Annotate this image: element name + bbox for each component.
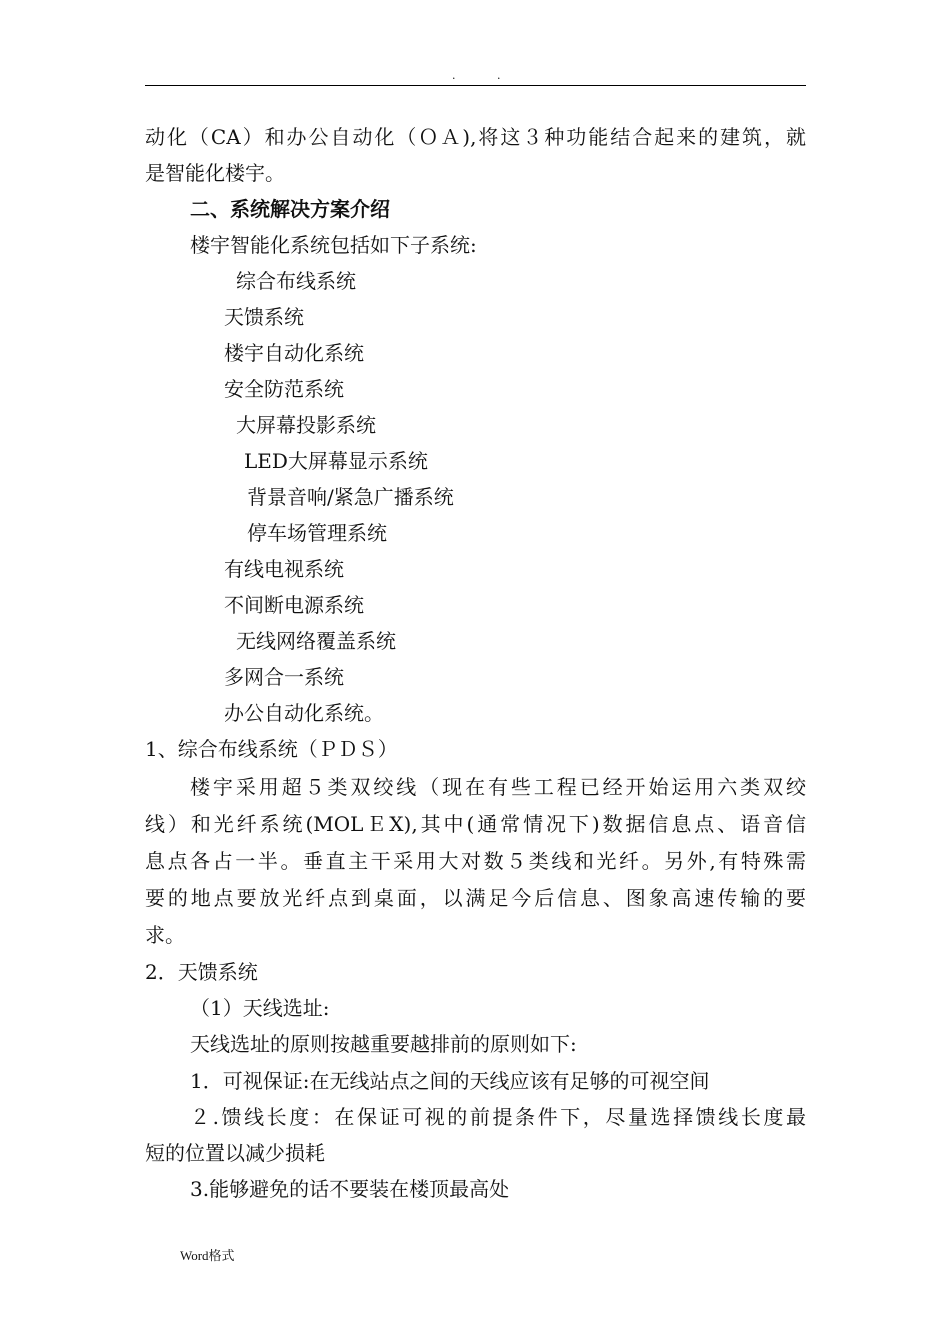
paragraph-line: 要的地点要放光纤点到桌面，以满足今后信息、图象高速传输的要: [145, 886, 806, 910]
paragraph-line: 是智能化楼宇。: [145, 161, 285, 185]
list-item: 不间断电源系统: [224, 593, 364, 617]
list-item: 背景音响/紧急广播系统: [247, 485, 454, 509]
list-item: 多网合一系统: [224, 665, 344, 689]
paragraph-line: 息点各占一半。垂直主干采用大对数５类线和光纤。另外,有特殊需: [145, 849, 806, 873]
header-dot: .: [452, 69, 456, 82]
paragraph-line: 楼宇采用超５类双绞线（现在有些工程已经开始运用六类双绞: [190, 775, 806, 799]
list-item: 综合布线系统: [236, 269, 356, 293]
list-item: 停车场管理系统: [247, 521, 387, 545]
list-item: 无线网络覆盖系统: [236, 629, 396, 653]
header-dots: [0, 70, 950, 82]
header-rule: [145, 85, 806, 86]
paragraph-line: 动化（CA）和办公自动化（ＯＡ),将这３种功能结合起来的建筑，就: [145, 125, 806, 149]
paragraph-line: 线）和光纤系统(MOLＥX),其中(通常情况下)数据信息点、语音信: [145, 812, 806, 836]
subsection-heading: （1）天线选址:: [190, 996, 330, 1020]
list-item: 天馈系统: [224, 305, 304, 329]
list-item: 1．可视保证:在无线站点之间的天线应该有足够的可视空间: [190, 1069, 710, 1093]
paragraph-line: 求。: [145, 923, 185, 947]
list-item: 安全防范系统: [224, 377, 344, 401]
list-item: 3.能够避免的话不要装在楼顶最高处: [190, 1177, 510, 1201]
list-item: 楼宇自动化系统: [224, 341, 364, 365]
list-item: 有线电视系统: [224, 557, 344, 581]
list-item: 大屏幕投影系统: [236, 413, 376, 437]
list-item: ２.馈线长度：在保证可视的前提条件下，尽量选择馈线长度最: [190, 1105, 806, 1129]
list-item: LED大屏幕显示系统: [244, 449, 428, 473]
paragraph-line: 短的位置以减少损耗: [145, 1141, 325, 1165]
list-item: 办公自动化系统。: [224, 701, 384, 725]
section-heading: 2．天馈系统: [145, 960, 258, 984]
subsystems-intro: 楼宇智能化系统包括如下子系统:: [190, 233, 477, 257]
paragraph-line: 天线选址的原则按越重要越排前的原则如下:: [190, 1032, 577, 1056]
section-heading: 1、综合布线系统（ＰＤＳ）: [145, 737, 398, 761]
footer-label: Word格式: [180, 1248, 235, 1263]
header-dot: .: [497, 69, 501, 82]
section-heading: 二、系统解决方案介绍: [190, 197, 390, 221]
